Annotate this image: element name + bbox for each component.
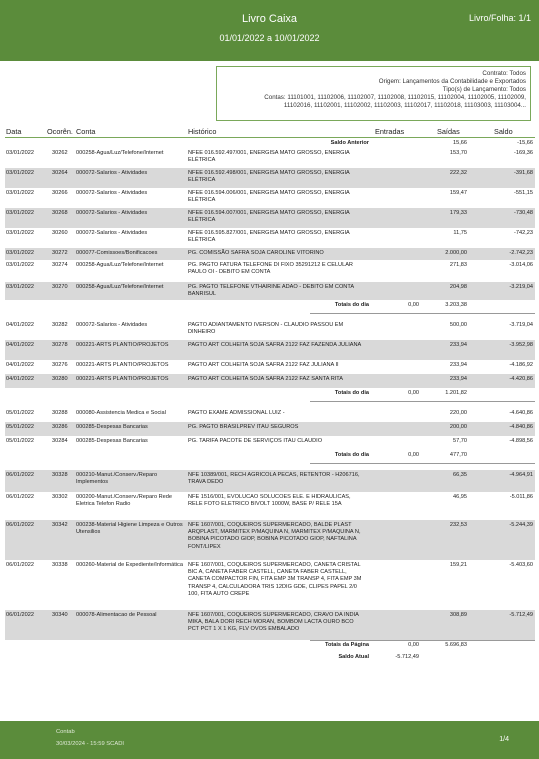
report-footer [0,721,539,759]
ledger-row [0,470,539,492]
cell-historico: PG. TARIFA PACOTE DE SERVIÇOS ITAU CLAUDIO [188,438,323,444]
cell-conta: 000221-ARTS PLANTIO/PROJETOS [76,376,169,382]
totals-label: Totais do dia [334,390,369,396]
cell-historico: NFEE 016.595.827/001, ENERGISA MATO GROSSO, ENERGIA ELÉTRICA [188,230,350,244]
totals-entradas: 0,00 [408,642,419,648]
cell-date: 03/01/2022 [6,190,34,196]
cell-ocorrencia: 30274 [52,262,68,268]
cell-ocorrencia: 30262 [52,150,68,156]
cell-saldo: -5.712,49 [509,612,533,618]
cell-historico: PAGTO ADIANTAMENTO IVERSON - CLAUDIO PASSOU EM DINHEIRO [188,322,344,336]
ledger-row [0,360,539,374]
filter-contrato: Contrato: Todos [482,70,526,77]
cell-date: 05/01/2022 [6,424,34,430]
cell-date: 05/01/2022 [6,438,34,444]
cell-saidas: 66,35 [453,472,467,478]
totals-saidas: 477,70 [449,452,467,458]
cell-date: 04/01/2022 [6,362,34,368]
cell-historico: NFEE 016.592.498/001, ENERGISA MATO GROSSO, ENERGIA ELÉTRICA [188,170,350,184]
totals-entradas: 0,00 [408,390,419,396]
cell-saidas: 308,89 [449,612,467,618]
ledger-row [0,436,539,450]
cell-conta: 000210-Manut./Conserv./Reparo Implementos [76,472,158,486]
cell-historico: NFE 1607/001, COQUEIROS SUPERMERCADO, CANETA CRISTAL BIC A, CANETA FABER CASTELL, CANETA FABER CASTELL, CANETA COMPACTOR FIN, FITA EMP 3M TRANSP 4, FITA EMP 3M TRANSP 4, CALCULADORA TRIS 12DIG GDE, CLIPES PAPEL 2/0 100, FITA AUTO CREPE [188,562,362,597]
cell-historico: NFEE 016.594.007/001, ENERGISA MATO GROSSO, ENERGIA ELÉTRICA [188,210,350,224]
ledger-row [0,560,539,610]
cell-conta: 000285-Despesas Bancarias [76,438,148,444]
ledger-row [0,148,539,168]
column-headers [0,125,539,137]
cell-conta: 000260-Material de Expediente/Informática [76,562,183,568]
cell-date: 06/01/2022 [6,472,34,478]
report-header [0,0,539,61]
col-data: Data [6,127,22,136]
ledger-row [0,520,539,560]
cell-saidas: 200,00 [449,424,467,430]
col-ocorren: Ocorên. [47,127,73,136]
ledger-row [0,610,539,640]
footer-page: 1/4 [499,736,509,743]
cell-ocorrencia: 30272 [52,250,68,256]
cell-saldo: -3.719,04 [509,322,533,328]
cell-ocorrencia: 30284 [52,438,68,444]
ledger-row [0,260,539,282]
cell-saldo: -4.964,91 [509,472,533,478]
cell-ocorrencia: 30270 [52,284,68,290]
filter-tipo: Tipo(s) de Lançamento: Todos [442,86,526,93]
cell-saidas: 204,98 [449,284,467,290]
cell-saidas: 233,94 [449,376,467,382]
cell-saldo: -730,48 [514,210,533,216]
saldo-atual-row [0,652,539,664]
totals-line [310,401,535,402]
cell-historico: PAGTO ART COLHEITA SOJA SAFRA 2122 FAZ FAZENDA JULIANA [188,342,362,348]
cell-conta: 000258-Agua/Luz/Telefone/Internet [76,262,164,268]
col-historico: Histórico [188,127,217,136]
cell-ocorrencia: 30266 [52,190,68,196]
cell-saldo: -5.403,60 [509,562,533,568]
cell-saldo: -391,68 [514,170,533,176]
cell-saldo: -5.011,86 [509,494,533,500]
cell-ocorrencia: 30328 [52,472,68,478]
cell-historico: PAGTO EXAME ADMISSIONAL LUIZ - [188,410,285,416]
cell-saldo: -3.219,04 [509,284,533,290]
cell-conta: 000078-Alimentacao de Pessoal [76,612,157,618]
cell-conta: 000077-Comissoes/Bonificacoes [76,250,158,256]
report-period: 01/01/2022 a 10/01/2022 [219,33,320,43]
cell-historico: NFE 1516/001, EVOLUCAO SOLUCOES ELE. E HIDRAULICAS, RELE FOTO ELETRICO BIVOLT 1000W, BASE P/ RELE 15A [188,494,351,508]
cell-ocorrencia: 30340 [52,612,68,618]
cell-conta: 000285-Despesas Bancarias [76,424,148,430]
cell-saldo: -742,23 [514,230,533,236]
cell-conta: 000072-Salarios - Atividades [76,230,148,236]
cell-saldo: -5.244,39 [509,522,533,528]
filter-origem: Origem: Lançamentos da Contabilidade e Exportados [378,78,526,85]
totals-line [310,313,535,314]
ledger-rows [0,138,539,664]
totals-label: Totais da Página [324,642,369,648]
cell-saldo: -551,15 [514,190,533,196]
report-title: Livro Caixa [241,13,298,25]
cell-saidas: 46,95 [453,494,467,500]
saldo-anterior-row [0,138,539,148]
ledger-row [0,340,539,360]
cell-date: 04/01/2022 [6,322,34,328]
cell-saidas: 11,75 [453,230,467,236]
ledger-row [0,168,539,188]
cell-historico: PAGTO ART COLHEITA SOJA SAFRA 2122 FAZ JULIANA II [188,362,339,368]
totals-entradas: 0,00 [408,452,419,458]
cell-ocorrencia: 30288 [52,410,68,416]
cell-date: 06/01/2022 [6,562,34,568]
cell-date: 06/01/2022 [6,494,34,500]
cell-date: 03/01/2022 [6,150,34,156]
cell-conta: 000072-Salarios - Atividades [76,170,148,176]
filter-contas-2: 11102016, 11102001, 11102002, 11102003, 11102017, 11102018, 11103003, 11103004... [283,102,526,109]
cell-historico: PG. COMISSÃO SAFRA SOJA CAROLINE VITORINO [188,250,324,256]
cell-conta: 000072-Salarios - Atividades [76,322,148,328]
cell-saidas: 233,94 [449,362,467,368]
ledger-row [0,492,539,520]
cell-conta: 000221-ARTS PLANTIO/PROJETOS [76,362,169,368]
entries-container [0,148,539,664]
totals-label: Totais do dia [334,452,369,458]
cell-saidas: 232,53 [449,522,467,528]
cell-saldo: -4.420,86 [509,376,533,382]
totals-saidas: 1.201,82 [445,390,467,396]
ledger-row [0,228,539,248]
cell-conta: 000258-Agua/Luz/Telefone/Internet [76,284,164,290]
col-saidas: Saídas [437,127,460,136]
cell-historico: PG. PAGTO TELEFONE VTHAIRINE ADAO - DEBITO EM CONTA BANRISUL [188,284,354,298]
cell-historico: NFE 1607/001, COQUEIROS SUPERMERCADO, CRAVO DA INDIA MIKA, BALA DORI RECH MORAN, BOMBOM LACTA OURO BCO PCT PCT 1 X 1 KG, FLV OVOS EMBALADO [188,612,359,633]
cell-date: 03/01/2022 [6,170,34,176]
cell-ocorrencia: 30302 [52,494,68,500]
cell-ocorrencia: 30260 [52,230,68,236]
ledger-row [0,282,539,300]
totals-row [0,640,539,652]
cell-ocorrencia: 30286 [52,424,68,430]
ledger-row [0,188,539,208]
footer-timestamp: 30/03/2024 - 15:59 SCADI [56,741,124,747]
totals-row [0,388,539,402]
cell-date: 04/01/2022 [6,342,34,348]
cell-date: 03/01/2022 [6,230,34,236]
cell-saldo: -3.014,06 [509,262,533,268]
cell-date: 06/01/2022 [6,522,34,528]
cell-saldo: -169,36 [514,150,533,156]
cell-ocorrencia: 30264 [52,170,68,176]
filters-box [216,66,531,121]
totals-saidas: 5.696,83 [445,642,467,648]
cell-saidas: 2.000,00 [445,250,467,256]
cell-saldo: -4.898,56 [509,438,533,444]
cell-saldo: -2.742,23 [509,250,533,256]
cell-conta: 000080-Assistencia Medica e Social [76,410,166,416]
cell-date: 03/01/2022 [6,284,34,290]
cell-conta: 000221-ARTS PLANTIO/PROJETOS [76,342,169,348]
cell-historico: NFE 10389/001, RECH AGRICOLA PECAS, RETENTOR - H206716, TRAVA DEDO [188,472,360,486]
cell-date: 03/01/2022 [6,250,34,256]
cell-date: 04/01/2022 [6,376,34,382]
cell-historico: PAGTO ART COLHEITA SOJA SAFRA 2122 FAZ SANTA RITA [188,376,344,382]
cell-saldo: -4.840,86 [509,424,533,430]
cell-ocorrencia: 30268 [52,210,68,216]
cell-ocorrencia: 30280 [52,376,68,382]
ledger-row [0,248,539,260]
cell-saidas: 271,83 [449,262,467,268]
totals-line [310,463,535,464]
cell-date: 03/01/2022 [6,262,34,268]
cell-historico: NFE 1607/001, COQUEIROS SUPERMERCADO, BALDE PLAST ARQPLAST, MARMITEX P/MAQUINA N, MARMITEX P/MAQUINA N, BOBINA PICOTADO GIOP, BOBINA PICOTADO GIOP, NAFTALINA FONT/LIPEX [188,522,361,550]
cell-saidas: 233,94 [449,342,467,348]
cell-historico: PG. PAGTO FATURA TELEFONE DI FIXO 35291212 E CELULAR PAULO OI - DEBITO EM CONTA [188,262,353,276]
cell-conta: 000200-Manut./Conserv./Reparo Rede Eletrica Telefon Radio [76,494,172,508]
saldo-atual-value: -5.712,49 [395,654,419,660]
totals-label: Totais do dia [334,302,369,308]
cell-saidas: 153,70 [449,150,467,156]
totals-row [0,450,539,464]
totals-entradas: 0,00 [408,302,419,308]
cell-saldo: -4.186,92 [509,362,533,368]
cell-saldo: -4.640,86 [509,410,533,416]
totals-saidas: 3.203,38 [445,302,467,308]
cell-historico: PG. PAGTO BRASILPREV ITAU SEGUROS [188,424,299,430]
cell-conta: 000072-Salarios - Atividades [76,210,148,216]
footer-system: Contab [56,729,75,735]
cell-ocorrencia: 30276 [52,362,68,368]
cell-conta: 000238-Material Higiene Limpeza e Outros Utensilios [76,522,183,536]
filter-contas-1: Contas: 11101001, 11102006, 11102007, 11102008, 11102015, 11102004, 11102005, 11102009, [264,94,526,101]
cell-conta: 000072-Salarios - Atividades [76,190,148,196]
cell-saidas: 159,47 [449,190,467,196]
saldo-anterior-label: Saldo Anterior [330,140,369,146]
ledger-row [0,408,539,422]
cell-conta: 000258-Agua/Luz/Telefone/Internet [76,150,164,156]
col-saldo: Saldo [494,127,513,136]
totals-top-line [310,640,535,641]
cell-date: 03/01/2022 [6,210,34,216]
cell-date: 06/01/2022 [6,612,34,618]
ledger-row [0,208,539,228]
cell-ocorrencia: 30342 [52,522,68,528]
cell-saidas: 179,33 [449,210,467,216]
cell-date: 05/01/2022 [6,410,34,416]
cell-saidas: 57,70 [453,438,467,444]
cell-historico: NFEE 016.592.497/001, ENERGISA MATO GROSSO, ENERGIA ELÉTRICA [188,150,350,164]
cell-saidas: 500,00 [449,322,467,328]
cell-ocorrencia: 30278 [52,342,68,348]
cell-saidas: 159,21 [449,562,467,568]
ledger-row [0,374,539,388]
ledger-row [0,422,539,436]
col-entradas: Entradas [375,127,405,136]
cell-ocorrencia: 30338 [52,562,68,568]
cell-saldo: -3.952,98 [509,342,533,348]
totals-row [0,300,539,314]
saldo-atual-label: Saldo Atual [338,654,369,660]
cell-saidas: 220,00 [449,410,467,416]
cell-ocorrencia: 30282 [52,322,68,328]
ledger-row [0,320,539,340]
saldo-anterior-saidas: 15,66 [453,140,467,146]
cell-historico: NFEE 016.594.006/001, ENERGISA MATO GROSSO, ENERGIA ELÉTRICA [188,190,350,204]
saldo-anterior-saldo: -15,66 [517,140,533,146]
cell-saidas: 222,32 [449,170,467,176]
livro-folha: Livro/Folha: 1/1 [468,13,531,23]
col-conta: Conta [76,127,96,136]
